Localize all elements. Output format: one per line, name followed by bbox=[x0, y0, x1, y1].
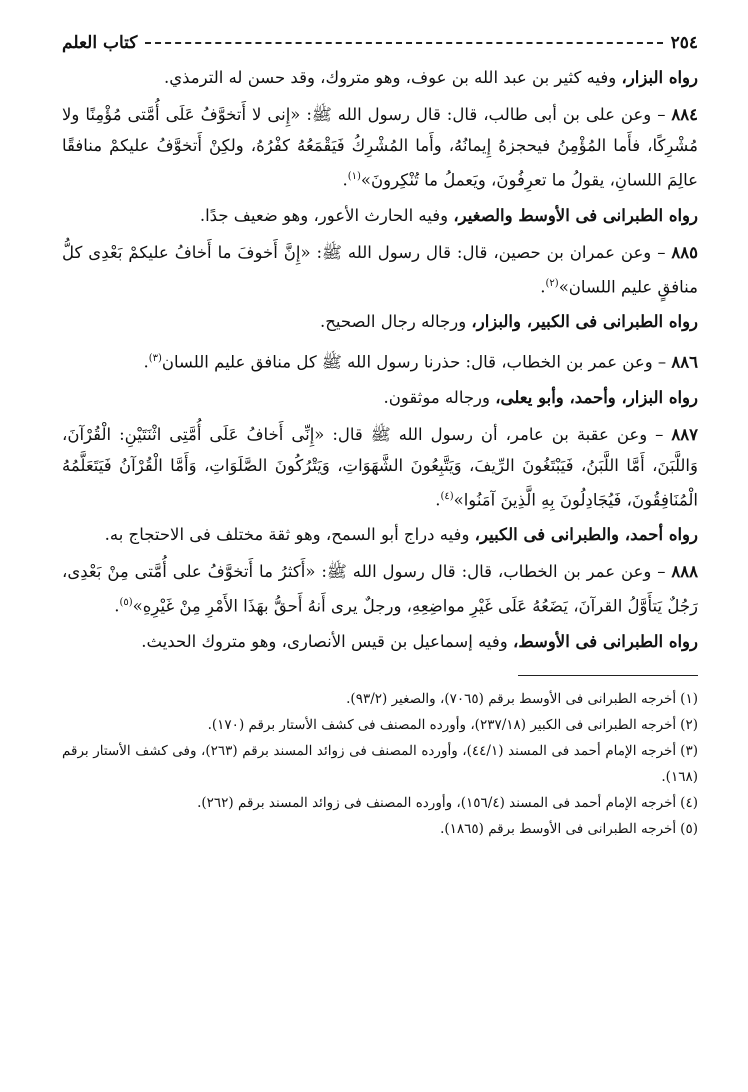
hadith-end: . bbox=[143, 352, 149, 372]
hadith-number: ٨٨٦ bbox=[671, 352, 698, 372]
footnote-text: أخرجه الإمام أحمد فى المسند (١٥٦/٤)، وأورده المصنف فى زوائد المسند برقم (٢٦٢). bbox=[197, 794, 677, 811]
hadith-paragraph bbox=[62, 419, 698, 516]
hadith-end: . bbox=[114, 596, 120, 616]
hadith-text: – وعن عمر بن الخطاب، قال: قال رسول الله ﷺ: «أَكثرُ ما أَتخوَّفُ على أُمَّتى مِنْ بَعْدِى، رَجُلٌ يَتأَوَّلُ القرآنَ، يَضَعُهُ عَلَى غَيْرِ مواضِعِهِ، ورجلٌ يرى أَنهُ أَحقُّ بهَذَا الأَمْرِ مِنْ غَيْرِهِ» bbox=[62, 562, 698, 616]
page-header bbox=[62, 30, 698, 56]
footnote-ref: (٤) bbox=[440, 490, 454, 502]
source-text: وفيه دراج أبو السمح، وهو ثقة مختلف فى الاحتجاج به. bbox=[104, 525, 475, 544]
source-citation: رواه البزار، bbox=[621, 68, 698, 87]
chapter-title: كتاب العلم bbox=[62, 33, 138, 53]
footnote-text: أخرجه الطبرانى فى الأوسط برقم (١٨٦٥). bbox=[440, 820, 677, 837]
source-note bbox=[62, 626, 698, 657]
footnote bbox=[62, 738, 698, 790]
source-text: وفيه الحارث الأعور، وهو ضعيف جدًا. bbox=[199, 205, 454, 225]
hadith-number: ٨٨٤ bbox=[671, 105, 698, 124]
hadith-text: – وعن على بن أبى طالب، قال: قال رسول الله ﷺ: «إِنى لا أَتخوَّفُ عَلَى أُمَّتى مُؤْمِنًا ولا مُشْرِكًا، فأَما المُؤْمِنُ فيحجزهُ إِيمانُهُ، وأَما المُشْرِكُ فَيَقْمَعُهُ كفْرُهُ، ولكِنْ أَتخوَّفُ عليكمْ منافقًا عالِمَ اللسانِ، يقولُ ما تعرِفُونَ، ويَعملُ ما تُنْكِرونَ» bbox=[62, 105, 698, 190]
footnote-text: أخرجه الطبرانى فى الكبير (٢٣٧/١٨)، وأورده المصنف فى كشف الأستار برقم (١٧٠). bbox=[207, 716, 677, 733]
source-note bbox=[62, 382, 698, 413]
hadith-paragraph bbox=[62, 343, 698, 378]
footnote-ref: (١) bbox=[347, 171, 361, 182]
footnote-separator bbox=[518, 675, 698, 676]
footnote bbox=[62, 712, 698, 738]
source-text: ورجاله موثقون. bbox=[383, 387, 496, 407]
source-citation: رواه أحمد، والطبرانى فى الكبير، bbox=[474, 525, 698, 544]
hadith-end: . bbox=[540, 277, 546, 296]
page-number: ٢٥٤ bbox=[670, 33, 698, 53]
hadith-number: ٨٨٧ bbox=[671, 424, 698, 444]
footnote bbox=[62, 816, 698, 842]
source-note bbox=[62, 519, 698, 550]
header-dashed-rule bbox=[145, 42, 662, 44]
source-citation: رواه الطبرانى فى الكبير، والبزار، bbox=[471, 312, 698, 331]
footnote-number: (١) bbox=[680, 690, 698, 707]
source-note bbox=[62, 62, 698, 93]
footnote-number: (٥) bbox=[680, 820, 698, 837]
hadith-text: – وعن عقبة بن عامر، أن رسول الله ﷺ قال: «إِنِّى أَخافُ عَلَى أُمَّتِى اثْنَتَيْنِ: الْقُرْآنَ، وَاللَّبَنَ، أَمَّا اللَّبَنُ، فَيَبْتَغُونَ الرِّيفَ، وَيَتَّبِعُونَ الشَّهَوَاتِ، وَيَتْرُكُونَ الصَّلَوَاتِ، وَأَمَّا الْقُرْآنُ فَيَتَعَلَّمُهُ الْمُنَافِقُونَ، فَيُجَادِلُونَ بِهِ الَّذِينَ آمَنُوا» bbox=[62, 424, 698, 509]
footnote bbox=[62, 790, 698, 816]
hadith-number: ٨٨٨ bbox=[671, 562, 698, 581]
hadith-end: . bbox=[342, 170, 348, 190]
source-citation: رواه البزار، وأحمد، وأبو يعلى، bbox=[495, 387, 698, 407]
source-citation: رواه الطبرانى فى الأوسط والصغير، bbox=[453, 205, 698, 225]
page-body bbox=[62, 62, 698, 657]
source-note bbox=[62, 200, 698, 231]
hadith-paragraph bbox=[62, 556, 698, 622]
source-text: وفيه كثير بن عبد الله بن عوف، وهو متروك، وقد حسن له الترمذي. bbox=[163, 68, 622, 87]
hadith-number: ٨٨٥ bbox=[671, 242, 698, 262]
hadith-end: . bbox=[435, 490, 441, 509]
hadith-paragraph bbox=[62, 237, 698, 303]
hadith-text: – وعن عمران بن حصين، قال: قال رسول الله ﷺ: «إِنَّ أَخوفَ ما أَخافُ عليكمْ بَعْدِى كلُّ منافقٍ عليم اللسان» bbox=[62, 242, 698, 296]
footnotes bbox=[62, 686, 698, 842]
footnote-ref: (٣) bbox=[148, 353, 162, 364]
footnote-text: أخرجه الطبرانى فى الأوسط برقم (٧٠٦٥)، والصغير (٩٣/٢). bbox=[346, 690, 677, 707]
footnote-number: (٣) bbox=[680, 742, 698, 759]
footnote-number: (٢) bbox=[680, 716, 698, 733]
hadith-paragraph bbox=[62, 99, 698, 196]
hadith-text: – وعن عمر بن الخطاب، قال: حذرنا رسول الله ﷺ كل منافق عليم اللسان bbox=[161, 352, 672, 372]
footnote-number: (٤) bbox=[680, 794, 698, 811]
footnote bbox=[62, 686, 698, 712]
footnote-text: أخرجه الإمام أحمد فى المسند (٤٤/١)، وأورده المصنف فى زوائد المسند برقم (٢٦٣)، وفى كشف الأستار برقم (١٦٨). bbox=[62, 742, 698, 785]
footnote-ref: (٥) bbox=[119, 597, 133, 608]
source-text: ورجاله رجال الصحيح. bbox=[320, 312, 472, 331]
source-citation: رواه الطبرانى فى الأوسط، bbox=[513, 631, 698, 651]
footnote-ref: (٢) bbox=[545, 277, 559, 289]
source-text: وفيه إسماعيل بن قيس الأنصارى، وهو متروك الحديث. bbox=[141, 631, 514, 651]
source-note bbox=[62, 306, 698, 337]
